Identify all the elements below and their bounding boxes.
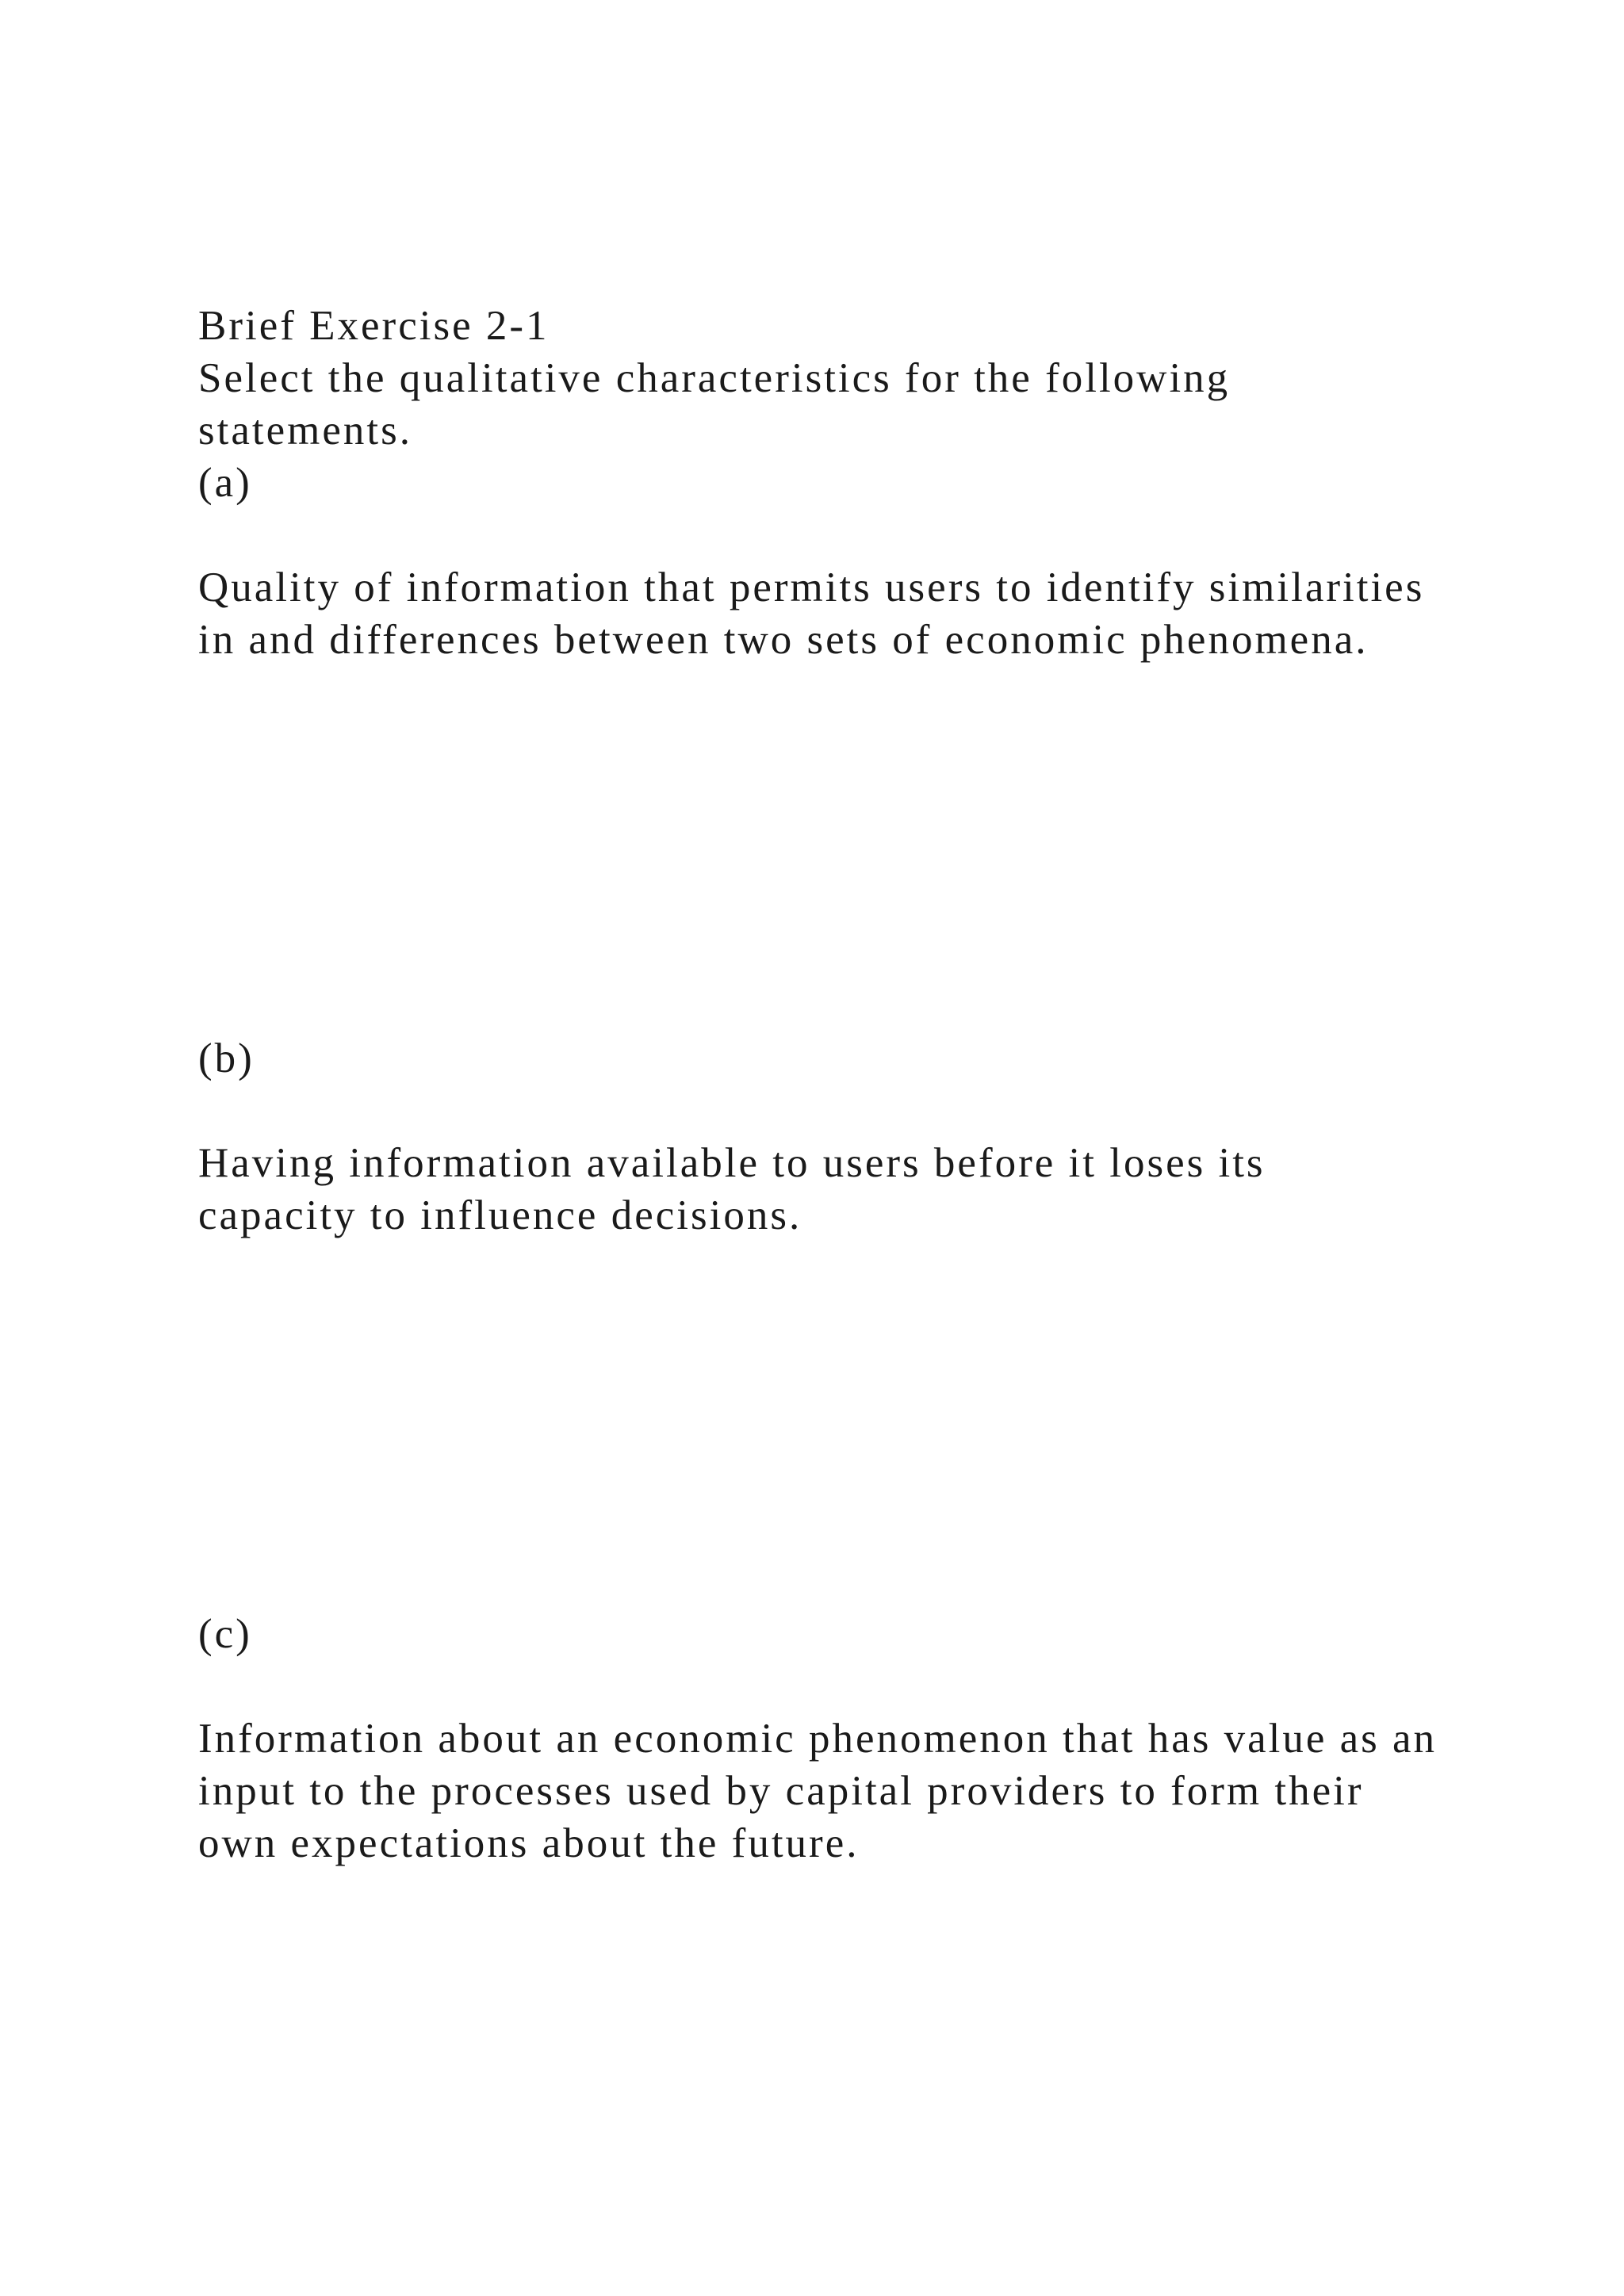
- exercise-instruction: [198, 352, 1507, 457]
- exercise-title-text: Brief Exercise 2-1: [198, 303, 550, 349]
- item-statement-c: [198, 1712, 1507, 1869]
- instruction-line: Select the qualitative characteristics for the following: [198, 355, 1231, 401]
- item-statement-a: [198, 561, 1507, 666]
- item-label-c-text: (c): [198, 1611, 252, 1657]
- statement-line: capacity to influence decisions.: [198, 1192, 802, 1238]
- statement-line: Quality of information that permits users to identify similarities: [198, 564, 1425, 610]
- statement-line: Information about an economic phenomenon that has value as an: [198, 1716, 1438, 1762]
- item-label-a: [198, 457, 1507, 509]
- item-label-c: [198, 1608, 1507, 1660]
- exercise-title: [198, 300, 1507, 352]
- statement-line: Having information available to users before it loses its: [198, 1140, 1266, 1186]
- statement-line: in and differences between two sets of economic phenomena.: [198, 617, 1369, 663]
- statement-line: input to the processes used by capital providers to form their: [198, 1768, 1364, 1814]
- item-label-a-text: (a): [198, 460, 252, 506]
- statement-line: own expectations about the future.: [198, 1820, 860, 1866]
- item-statement-b: [198, 1137, 1507, 1242]
- item-label-b-text: (b): [198, 1035, 255, 1081]
- instruction-line: statements.: [198, 408, 412, 453]
- item-label-b: [198, 1032, 1507, 1085]
